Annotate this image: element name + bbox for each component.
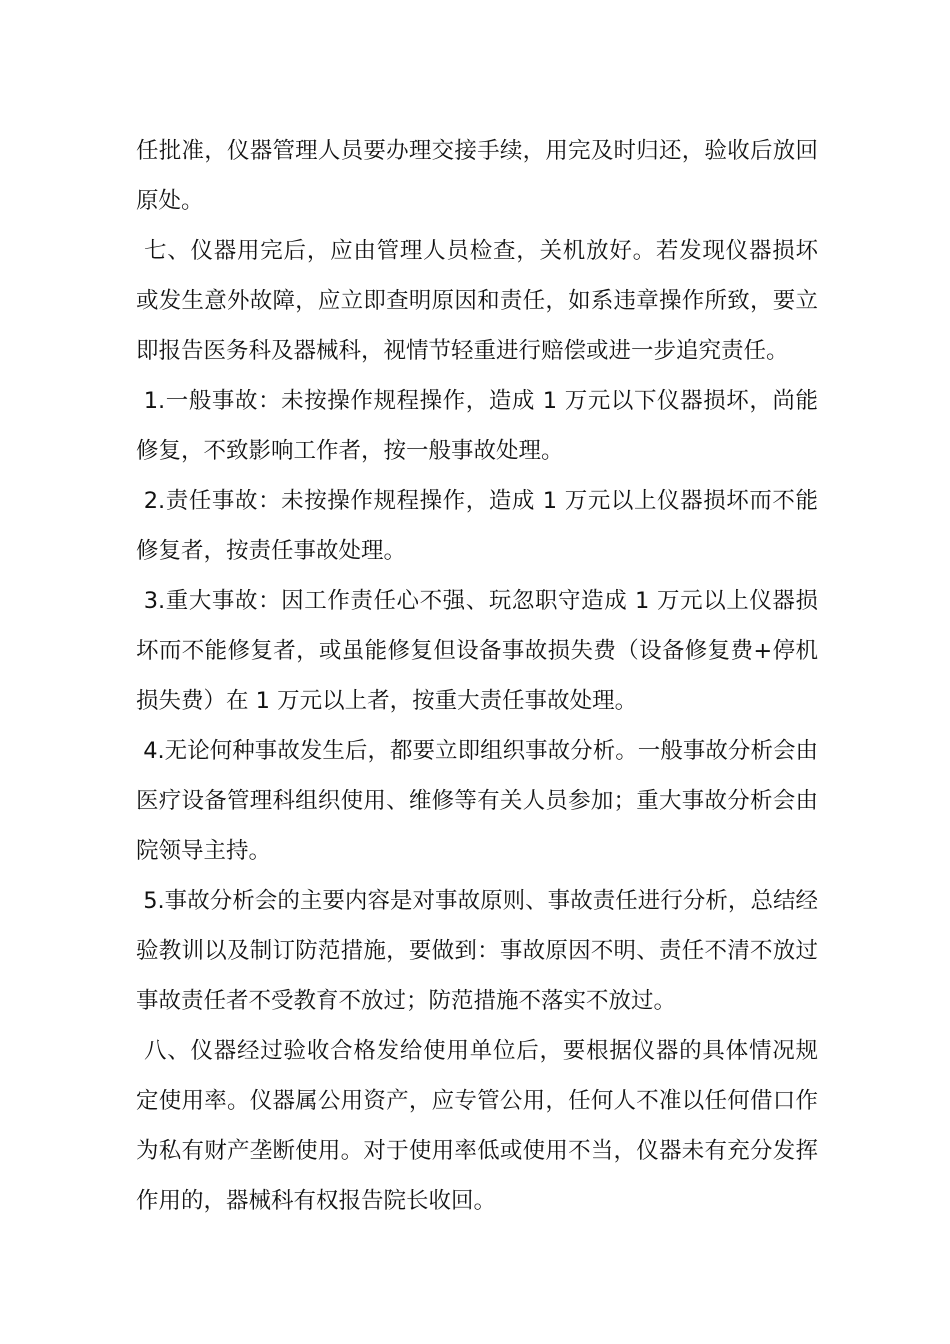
document-body xyxy=(136,126,818,1226)
paragraph-item-1: 1.一般事故：未按操作规程操作，造成 1 万元以下仪器损坏，尚能修复，不致影响工作者，按一般事故处理。 xyxy=(136,388,818,464)
paragraph-section-7: 七、仪器用完后，应由管理人员检查，关机放好。若发现仪器损坏或发生意外故障，应立即查明原因和责任，如系违章操作所致，要立即报告医务科及器械科，视情节轻重进行赔偿或进一步追究责任。 xyxy=(136,238,818,364)
paragraph-item-4: 4.无论何种事故发生后，都要立即组织事故分析。一般事故分析会由医疗设备管理科组织使用、维修等有关人员参加；重大事故分析会由院领导主持。 xyxy=(136,738,819,864)
paragraph-item-3: 3.重大事故：因工作责任心不强、玩忽职守造成 1 万元以上仪器损坏而不能修复者，或虽能修复但设备事故损失费（设备修复费+停机损失费）在 1 万元以上者，按重大责任事故处理。 xyxy=(136,588,818,714)
paragraph-item-2: 2.责任事故：未按操作规程操作，造成 1 万元以上仪器损坏而不能修复者，按责任事故处理。 xyxy=(136,488,818,564)
paragraph-item-5: 5.事故分析会的主要内容是对事故原则、事故责任进行分析，总结经验教训以及制订防范措施，要做到：事故原因不明、责任不清不放过事故责任者不受教育不放过；防范措施不落实不放过。 xyxy=(136,888,819,1014)
paragraph-section-8: 八、仪器经过验收合格发给使用单位后，要根据仪器的具体情况规定使用率。仪器属公用资产，应专管公用，任何人不准以任何借口作为私有财产垄断使用。对于使用率低或使用不当，仪器未有充分发挥作用的，器械科有权报告院长收回。 xyxy=(136,1038,818,1214)
paragraph-continuation: 任批准，仪器管理人员要办理交接手续，用完及时归还，验收后放回原处。 xyxy=(136,138,818,214)
